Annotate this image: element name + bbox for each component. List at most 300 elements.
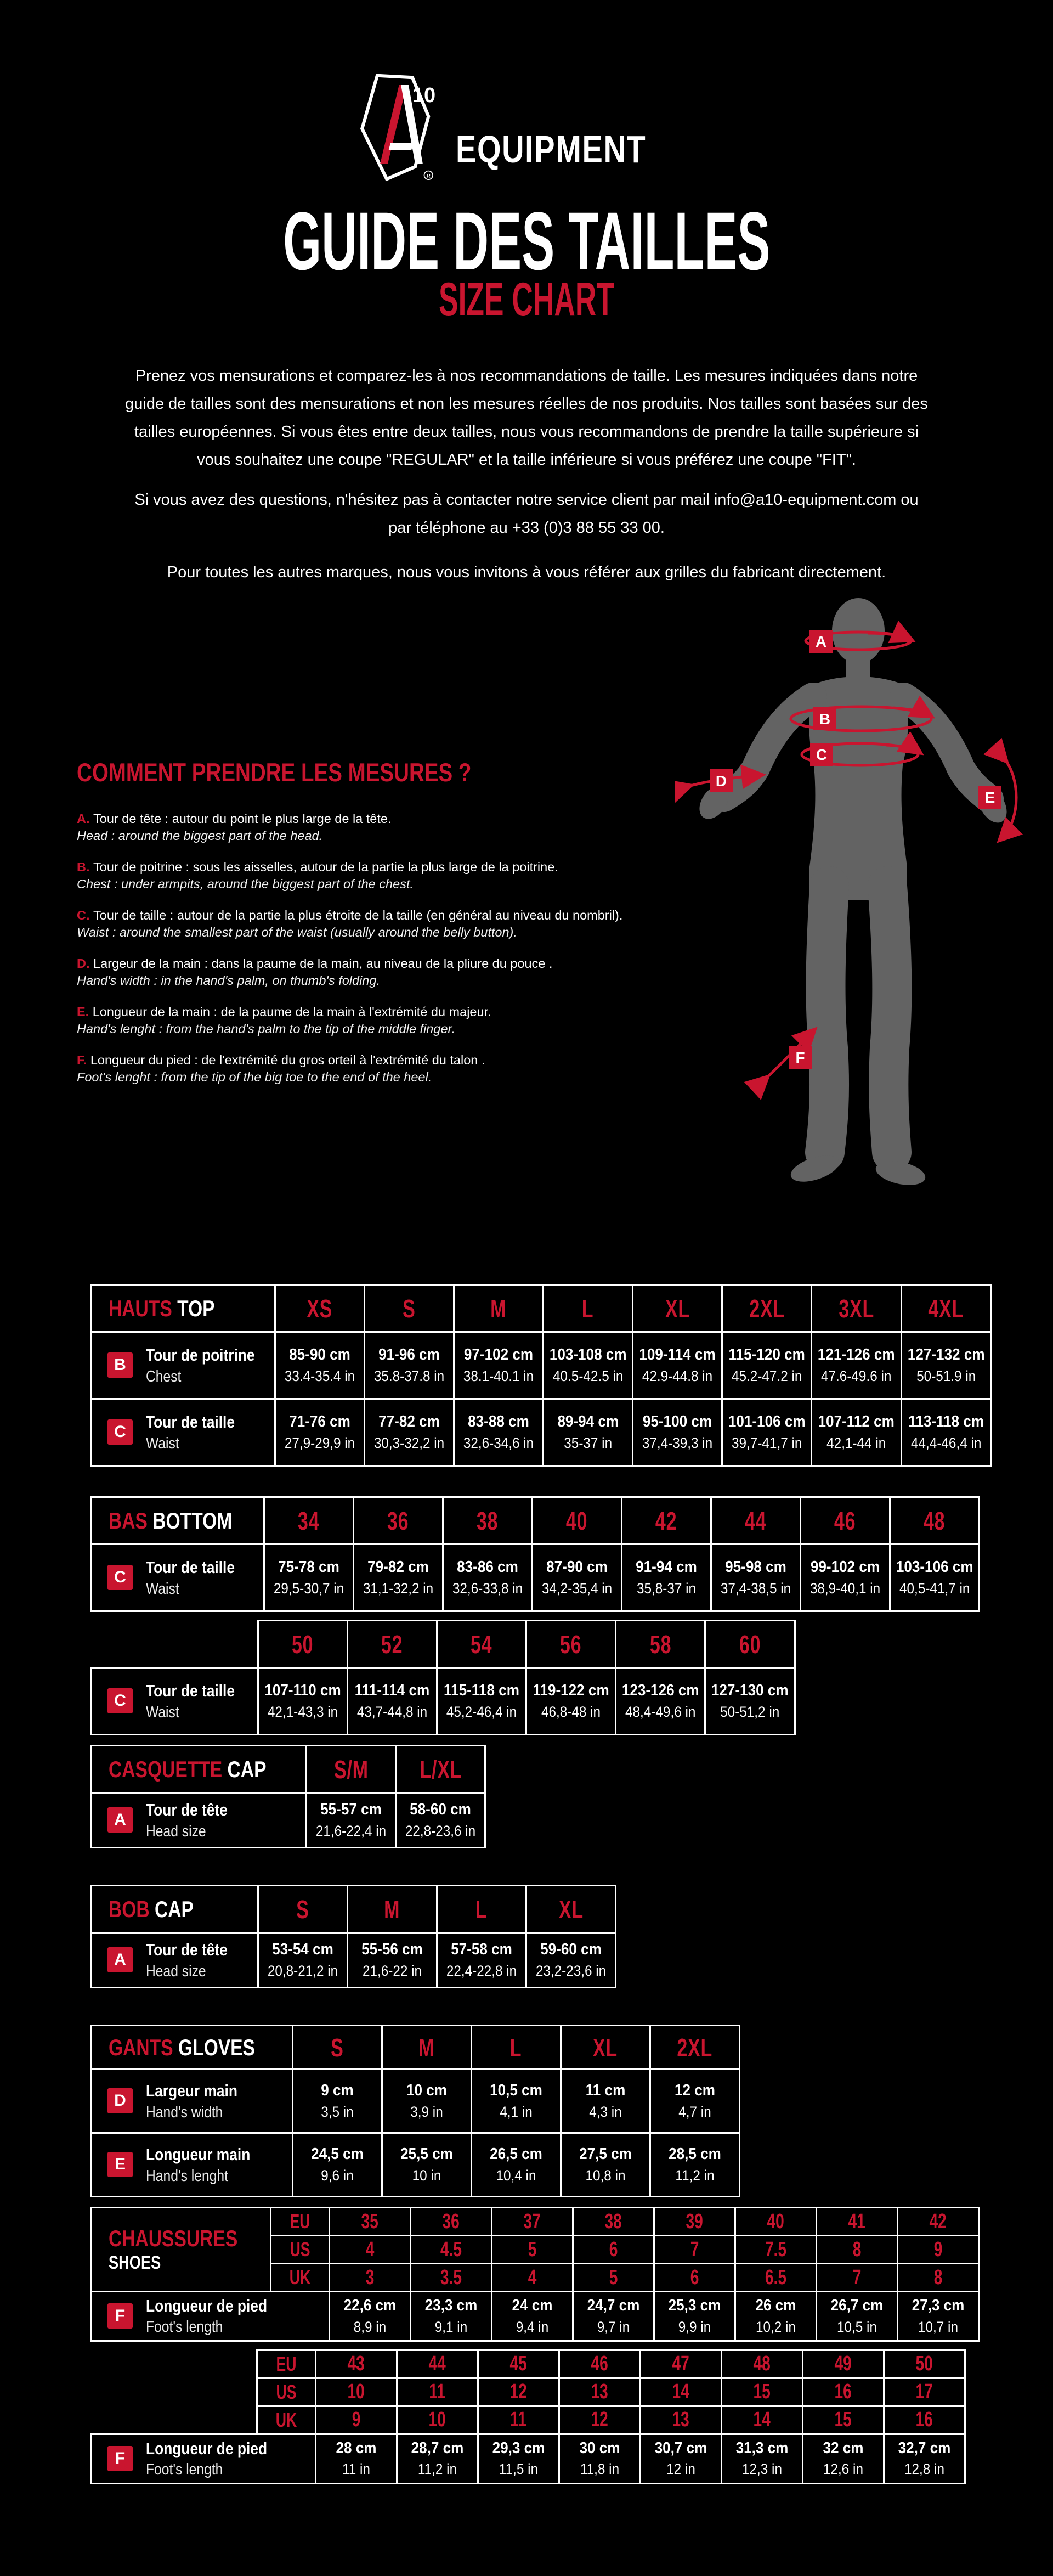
measurement-label-text [146, 1799, 228, 1841]
measurement-label-text [146, 1411, 235, 1453]
measure-instruction [77, 810, 683, 844]
measurement-label-content [92, 1799, 305, 1841]
size-header [621, 1497, 711, 1545]
size-header [264, 1497, 353, 1545]
size-table [90, 1745, 486, 1848]
measurement-name-fr: Longueur de pied [146, 2438, 268, 2458]
logo-a-crossbar [389, 143, 414, 150]
size-header [817, 2236, 898, 2264]
table-row [92, 1545, 980, 1611]
measurement-label-text [146, 2080, 237, 2122]
size-header-text: 13 [672, 2408, 690, 2432]
figure-label-d [710, 769, 733, 792]
value-cell [258, 1933, 348, 1988]
value-in: 10,5 in [837, 2318, 878, 2335]
measurement-name-en: Waist [146, 1580, 179, 1598]
value-cell [722, 2434, 803, 2483]
value-in: 31,1-32,2 in [363, 1580, 433, 1597]
value-in: 12 in [666, 2461, 695, 2478]
size-header-text: 16 [915, 2408, 933, 2432]
size-header-text: 7 [690, 2237, 699, 2261]
size-header-text: 6.5 [765, 2265, 787, 2289]
shoes-table-block [90, 2349, 966, 2484]
value-cell [812, 1332, 901, 1399]
value-cell [735, 2292, 817, 2341]
value-in: 27,9-29,9 in [284, 1434, 355, 1451]
value-cm: 83-86 cm [456, 1558, 518, 1576]
value-cm: 85-90 cm [288, 1346, 350, 1364]
region-row-label [257, 2378, 316, 2406]
value-cm: 53-54 cm [272, 1941, 333, 1959]
size-header [411, 2208, 492, 2236]
value-cm: 83-88 cm [467, 1413, 529, 1431]
value-cm: 26,7 cm [830, 2297, 884, 2314]
size-header-text: 47 [672, 2352, 690, 2376]
measurement-name-fr: Largeur main [146, 2081, 237, 2101]
measurement-label [92, 2434, 316, 2483]
size-header-text: 2XL [749, 1294, 785, 1323]
size-header-text: 9 [933, 2237, 943, 2261]
size-header-text: M [490, 1294, 507, 1323]
region-label-text: EU [276, 2352, 297, 2375]
table-header-row [92, 1285, 991, 1332]
value-cm: 101-106 cm [728, 1413, 806, 1431]
size-header-text: 8 [852, 2237, 862, 2261]
instruction-en: Foot's lenght : from the tip of the big toe to the end of the heel. [77, 1070, 432, 1084]
value-cell [478, 2434, 559, 2483]
table-title-text [109, 2034, 255, 2061]
value-cm: 103-108 cm [549, 1346, 627, 1364]
value-cell [800, 1545, 890, 1611]
value-cm: 10 cm [406, 2082, 447, 2100]
size-header-text: 6 [609, 2237, 618, 2261]
figure-label-a [809, 630, 833, 653]
measurement-label [92, 2133, 293, 2197]
value-cm: 24,5 cm [310, 2145, 364, 2163]
value-in: 3,9 in [410, 2103, 443, 2120]
size-header-text: 15 [753, 2380, 771, 2404]
value-cm: 27,5 cm [579, 2145, 632, 2163]
size-header [800, 1497, 890, 1545]
size-header [812, 1285, 901, 1332]
region-label-text: EU [290, 2210, 310, 2233]
value-cell [364, 1399, 454, 1466]
size-header [543, 1285, 632, 1332]
a10-logo [0, 72, 1053, 182]
measure-letter: A. [77, 811, 94, 826]
size-header-text: 45 [509, 2352, 528, 2376]
size-table [90, 1284, 992, 1467]
value-cell [396, 1793, 485, 1848]
table-row [92, 1933, 616, 1988]
value-in: 38.1-40.1 in [463, 1367, 534, 1384]
size-header-text: XL [593, 2033, 618, 2062]
value-cm: 10,5 cm [489, 2082, 542, 2100]
size-header [559, 2406, 641, 2434]
size-header [901, 1285, 990, 1332]
table-title [92, 1886, 258, 1933]
value-in: 48,4-49,6 in [625, 1703, 696, 1720]
size-header [316, 2378, 397, 2406]
foot-length-row [92, 2292, 979, 2341]
size-header-text: 54 [471, 1630, 492, 1659]
value-cell [884, 2434, 965, 2483]
value-cell [471, 2133, 561, 2197]
size-header [478, 2406, 559, 2434]
value-cell [316, 2434, 397, 2483]
measurement-label-content [92, 1411, 274, 1453]
size-header [735, 2236, 817, 2264]
instruction-fr: Tour de tête : autour du point le plus large de la tête. [93, 811, 392, 826]
size-header [890, 1497, 979, 1545]
value-cell [454, 1332, 543, 1399]
measure-letter: D. [77, 956, 94, 971]
value-cell [264, 1545, 353, 1611]
value-in: 12,6 in [823, 2461, 863, 2478]
size-header-text: 40 [565, 1506, 588, 1535]
size-header [443, 1497, 532, 1545]
size-header-text: 4XL [928, 1294, 964, 1323]
value-in: 42,1-43,3 in [267, 1703, 338, 1720]
size-header [573, 2264, 654, 2292]
table-title [92, 1497, 264, 1545]
value-cm: 127-130 cm [711, 1682, 789, 1700]
value-cm: 26,5 cm [489, 2145, 542, 2163]
value-in: 4,7 in [678, 2103, 711, 2120]
value-cell [641, 2434, 722, 2483]
value-cell [650, 2133, 739, 2197]
measurement-name-en: Foot's length [146, 2461, 223, 2479]
value-in: 30,3-32,2 in [373, 1434, 444, 1451]
measure-letter-badge: F [107, 2446, 133, 2471]
logo-ten: 10 [412, 84, 436, 108]
value-in: 9,7 in [597, 2318, 630, 2335]
size-header-text: 16 [834, 2380, 852, 2404]
instruction-fr: Tour de taille : autour de la partie la plus étroite de la taille (en général au niveau du nombril). [93, 908, 623, 922]
size-header [641, 2406, 722, 2434]
measurement-label-content [92, 1680, 257, 1722]
mannequin-illustration [675, 582, 1053, 1207]
value-cm: 31,3 cm [735, 2439, 789, 2457]
value-cell [803, 2434, 884, 2483]
size-header-text: XL [665, 1294, 690, 1323]
value-cm: 99-102 cm [810, 1558, 880, 1576]
value-cm: 95-100 cm [642, 1413, 712, 1431]
measurement-label-content [92, 2295, 329, 2337]
registered-mark: R [426, 173, 431, 179]
shoes-size-table [90, 2207, 980, 2492]
value-cm: 75-78 cm [278, 1558, 339, 1576]
size-header [397, 2378, 478, 2406]
size-header-text: 36 [387, 1506, 409, 1535]
region-label-text: US [290, 2238, 310, 2261]
value-cell [443, 1545, 532, 1611]
size-header [641, 2350, 722, 2378]
size-header-text: 52 [381, 1630, 403, 1659]
value-in: 29,5-30,7 in [273, 1580, 344, 1597]
size-header [898, 2208, 979, 2236]
size-header-text: 4 [365, 2237, 375, 2261]
size-header-text: 15 [834, 2408, 852, 2432]
value-in: 21,6-22,4 in [316, 1822, 387, 1839]
value-cm: 55-56 cm [361, 1941, 423, 1959]
value-in: 32,6-34,6 in [463, 1434, 534, 1451]
value-cm: 25,5 cm [400, 2145, 453, 2163]
measure-letter-badge: C [107, 1565, 133, 1590]
value-cell [650, 2070, 739, 2133]
value-cm: 113-118 cm [908, 1413, 984, 1431]
value-cm: 79-82 cm [367, 1558, 429, 1576]
size-header-text: 50 [915, 2352, 933, 2376]
table-title-text [109, 1756, 267, 1783]
svg-text:A: A [815, 633, 827, 650]
size-header [559, 2350, 641, 2378]
size-header-text: 12 [591, 2408, 609, 2432]
table-title-fr: BAS [109, 1507, 148, 1534]
measurement-name-fr: Longueur main [146, 2145, 251, 2164]
svg-text:C: C [816, 746, 828, 763]
value-cell [561, 2133, 650, 2197]
table-title-text [109, 1508, 232, 1534]
value-cm: 29,3 cm [492, 2439, 545, 2457]
size-header-text: M [384, 1895, 400, 1924]
measure-letter: F. [77, 1053, 90, 1067]
size-header-text: 5 [609, 2265, 618, 2289]
measure-letter-badge: E [107, 2152, 133, 2177]
value-cm: 22,6 cm [343, 2297, 397, 2314]
value-in: 12,8 in [904, 2461, 944, 2478]
instruction-en: Hand's lenght : from the hand's palm to the tip of the middle finger. [77, 1022, 455, 1036]
size-header [330, 2236, 411, 2264]
size-header [307, 1746, 396, 1793]
intro-paragraph-3: Pour toutes les autres marques, nous vous invitons à vous référer aux grilles du fabricant directement. [167, 563, 886, 581]
measurement-name-en: Head size [146, 1822, 206, 1840]
mannequin-body [693, 598, 1012, 1189]
shoes-table-block [90, 2207, 980, 2342]
size-header [654, 2208, 735, 2236]
value-in: 11,2 in [675, 2167, 715, 2184]
size-header-text: 17 [915, 2380, 933, 2404]
measurement-label-content [92, 1939, 257, 1981]
value-in: 44,4-46,4 in [910, 1434, 982, 1451]
measurement-label [92, 1332, 275, 1399]
value-cell [722, 1332, 812, 1399]
measure-instruction [77, 859, 683, 893]
value-in: 34,2-35,4 in [541, 1580, 612, 1597]
value-cm: 32 cm [823, 2439, 864, 2457]
svg-text:B: B [819, 711, 831, 728]
table-row [92, 2070, 740, 2133]
region-label-text: UK [289, 2266, 311, 2288]
value-cm: 71-76 cm [288, 1413, 350, 1431]
value-cell [364, 1332, 454, 1399]
value-cm: 27,3 cm [912, 2297, 965, 2314]
size-header [292, 2026, 382, 2070]
size-header-text: L [582, 1294, 594, 1323]
value-in: 37,4-39,3 in [642, 1434, 713, 1451]
table-title-fr [109, 2225, 270, 2252]
value-cell [471, 2070, 561, 2133]
size-header [396, 1746, 485, 1793]
size-header [735, 2208, 817, 2236]
size-header-text: 14 [753, 2408, 771, 2432]
instruction-fr: Largeur de la main : dans la paume de la main, au niveau de la pliure du pouce . [93, 956, 553, 971]
size-header [654, 2236, 735, 2264]
value-cell [722, 1399, 812, 1466]
value-cm: 55-57 cm [320, 1801, 382, 1819]
intro-paragraph-1: Prenez vos mensurations et comparez-les à nos recommandations de taille. Les mesures indiquées dans notre guide de tailles sont des mensurations et non les mesures réelles de nos produits. Nos tailles sont basées sur des tailles européennes. Si vous êtes entre deux tailles, nous vous recommandons de prendre la taille supérieure si vous souhaitez une coupe "REGULAR" et la taille inférieure si vous préférez une coupe "FIT". [125, 367, 928, 469]
size-header [397, 2406, 478, 2434]
value-cell [330, 2292, 411, 2341]
instruction-fr-line [77, 1004, 683, 1021]
value-cm: 58-60 cm [410, 1801, 472, 1819]
size-header [330, 2208, 411, 2236]
size-header-text: 37 [523, 2209, 541, 2233]
value-in: 50-51.9 in [916, 1367, 976, 1384]
measure-letter-badge: D [107, 2088, 133, 2113]
value-in: 11,2 in [417, 2461, 457, 2478]
value-cm: 57-58 cm [451, 1941, 512, 1959]
size-header-text: 41 [848, 2209, 866, 2233]
value-cm: 89-94 cm [557, 1413, 619, 1431]
value-cell [621, 1545, 711, 1611]
size-header-text: 34 [297, 1506, 320, 1535]
size-header-text: M [418, 2033, 435, 2062]
size-header [650, 2026, 739, 2070]
value-cm: 28 cm [336, 2439, 377, 2457]
measurement-label [92, 2070, 293, 2133]
size-header-text: 38 [476, 1506, 499, 1535]
measure-instruction [77, 955, 683, 989]
figure-label-c [810, 743, 833, 766]
size-header [411, 2236, 492, 2264]
size-header-text: 10 [347, 2380, 365, 2404]
value-cm: 95-98 cm [724, 1558, 786, 1576]
table-title [92, 2026, 293, 2070]
shoe-size-row [92, 2208, 979, 2236]
size-header [561, 2026, 650, 2070]
value-cell [411, 2292, 492, 2341]
value-cell [382, 2070, 471, 2133]
value-cell [397, 2434, 478, 2483]
instruction-fr-line [77, 1052, 683, 1069]
value-in: 11,8 in [580, 2461, 620, 2478]
value-cm: 115-120 cm [728, 1346, 805, 1364]
size-header-text: XS [307, 1294, 333, 1323]
value-in: 40.5-42.5 in [552, 1367, 624, 1384]
value-cm: 91-96 cm [378, 1346, 440, 1364]
brand-wordmark: EQUIPMENT [455, 128, 647, 171]
value-in: 21,6-22 in [362, 1962, 422, 1979]
value-in: 37,4-38,5 in [720, 1580, 791, 1597]
size-header [722, 2406, 803, 2434]
svg-text:D: D [715, 773, 727, 790]
value-cell [292, 2133, 382, 2197]
size-header [884, 2378, 965, 2406]
size-header [382, 2026, 471, 2070]
measurement-label [92, 1793, 307, 1848]
value-cm: 32,7 cm [898, 2439, 951, 2457]
size-header [471, 2026, 561, 2070]
spacer-cell [92, 1621, 258, 1668]
size-header-text: 14 [672, 2380, 690, 2404]
value-in: 4,1 in [499, 2103, 533, 2120]
value-cell [616, 1668, 705, 1735]
shoe-size-row [92, 2350, 965, 2378]
region-row-label [257, 2406, 316, 2434]
size-header-text: 44 [744, 1506, 767, 1535]
value-in: 9,9 in [678, 2318, 711, 2335]
measurement-name-fr: Longueur de pied [146, 2296, 268, 2316]
size-header [803, 2406, 884, 2434]
measurement-name-fr: Tour de taille [146, 1681, 235, 1701]
value-cell [901, 1332, 990, 1399]
value-in: 9,4 in [516, 2318, 549, 2335]
table-title-en: TOP [172, 1295, 215, 1321]
measurement-label [92, 1933, 258, 1988]
how-to-measure-section [77, 759, 683, 1100]
value-cm: 23,3 cm [424, 2297, 478, 2314]
page-title: GUIDE DES TAILLES [282, 195, 771, 287]
value-cm: 107-112 cm [818, 1413, 895, 1431]
value-in: 42,1-44 in [826, 1434, 886, 1451]
value-in: 45,2-46,4 in [446, 1703, 517, 1720]
size-header [641, 2378, 722, 2406]
value-cell [258, 1668, 348, 1735]
size-header-text: 8 [933, 2265, 943, 2289]
instruction-fr: Longueur du pied : de l'extrémité du gros orteil à l'extrémité du talon . [90, 1053, 485, 1067]
size-header-text: 38 [604, 2209, 622, 2233]
value-cm: 115-118 cm [444, 1682, 519, 1700]
size-table [90, 1885, 616, 1988]
size-header [573, 2208, 654, 2236]
table-title-en: CAP [222, 1756, 267, 1782]
size-header [275, 1285, 364, 1332]
size-header-text: 49 [834, 2352, 852, 2376]
measure-letter-badge: C [107, 1688, 133, 1713]
size-header [492, 2208, 573, 2236]
instruction-fr: Tour de poitrine : sous les aisselles, autour de la partie la plus large de la poitrine. [93, 860, 558, 874]
table-row [92, 1793, 485, 1848]
svg-text:F: F [795, 1049, 805, 1066]
value-cell [526, 1668, 616, 1735]
table-header-row [92, 1621, 795, 1668]
measurement-name-fr: Tour de taille [146, 1558, 235, 1577]
region-label-text: UK [275, 2408, 297, 2431]
figure-label-f [789, 1046, 812, 1069]
size-header-text: 42 [655, 1506, 677, 1535]
value-cell [817, 2292, 898, 2341]
value-cm: 111-114 cm [354, 1682, 430, 1700]
size-header [654, 2264, 735, 2292]
measurement-label-content [92, 2080, 292, 2122]
tops-size-table [90, 1284, 992, 1467]
table-header-row [92, 1497, 980, 1545]
value-in: 23,2-23,6 in [535, 1962, 607, 1979]
value-in: 45.2-47.2 in [732, 1367, 802, 1384]
table-title-text [109, 1295, 215, 1322]
figure-label-e [978, 786, 1001, 809]
figure-label-b [813, 707, 836, 730]
value-cell [437, 1668, 526, 1735]
size-header [884, 2406, 965, 2434]
table-title [92, 1285, 275, 1332]
size-header [454, 1285, 543, 1332]
value-cell [437, 1933, 526, 1988]
instruction-en: Chest : under armpits, around the biggest part of the chest. [77, 877, 414, 891]
instruction-en: Head : around the biggest part of the head. [77, 828, 323, 843]
value-in: 9,1 in [434, 2318, 468, 2335]
